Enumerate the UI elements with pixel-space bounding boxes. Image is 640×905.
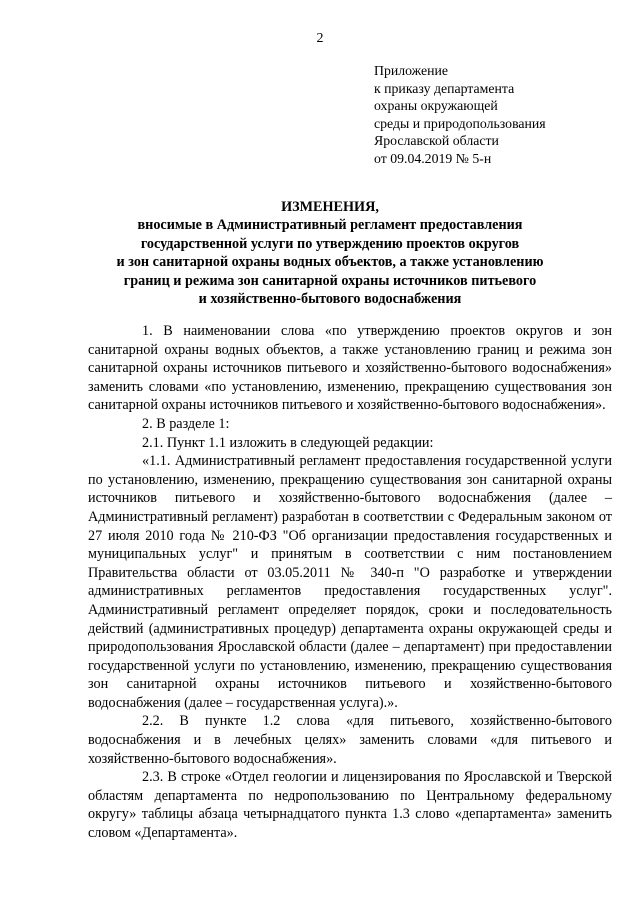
appendix-line: Ярославской области (374, 133, 499, 149)
title-line: вносимые в Административный регламент предоставления (137, 217, 523, 234)
paragraph-item-2-1: 2.1. Пункт 1.1 изложить в следующей редакции: (142, 434, 434, 451)
appendix-block (374, 62, 624, 168)
paragraph-item-1: 1. В наименовании слова «по утверждению проектов округов и зон санитарной охраны водных объектов, а также установлению границ и режима зон санитарной охраны источников питьевого и хозяйственно-бытового водоснабжения» заменить словами «по установлению, изменению, прекращению существования зон санитарной охраны источников питьевого и хозяйственно-бытового водоснабжения». (88, 323, 612, 414)
paragraph-item-2-2: 2.2. В пункте 1.2 слова «для питьевого, хозяйственно-бытового водоснабжения и в лечебных целях» заменить словами «для питьевого и хозяйственно-бытового водоснабжения». (88, 713, 612, 767)
title-line: государственной услуги по утверждению проектов округов (140, 235, 520, 252)
paragraph-item-2: 2. В разделе 1: (142, 415, 230, 432)
document-body (88, 322, 612, 843)
appendix-line: среды и природопользования (374, 115, 546, 131)
appendix-line: Приложение (374, 63, 449, 78)
appendix-line: к приказу департамента (374, 80, 515, 96)
appendix-line: от 09.04.2019 № 5-н (374, 150, 492, 166)
appendix-line: охраны окружающей (374, 98, 498, 114)
paragraph-item-2-3: 2.3. В строке «Отдел геологии и лицензирования по Ярославской и Тверской областям департамента по недропользованию по Центральному федеральному округу» таблицы абзаца четырнадцатого пункта 1.3 слово «департамента» заменить словом «Департамента». (88, 769, 612, 842)
document-title (60, 198, 600, 308)
title-line: и зон санитарной охраны водных объектов, а также установлению (116, 254, 544, 271)
page-number: 2 (316, 31, 324, 46)
title-line: ИЗМЕНЕНИЯ, (281, 199, 379, 215)
title-line: границ и режима зон санитарной охраны источников питьевого (123, 272, 537, 289)
title-line: и хозяйственно-бытового водоснабжения (198, 291, 462, 308)
paragraph-quoted-1-1: «1.1. Административный регламент предоставления государственной услуги по установлению, изменению, прекращению существования зон санитарной охраны источников питьевого и хозяйственно-бытового водоснабжения (далее – Административный регламент) разработан в соответствии с Федеральным законом от 27 июля 2010 года № 210-ФЗ "Об организации предоставления государственных и муниципальных услуг" и принятым в соответствии с ним постановлением Правительства области от 03.05.2011 № 340-п "О разработке и утверждении административных регламентов предоставления государственных услуг". Административный регламент определяет порядок, сроки и последовательность действий (административных процедур) департамента охраны окружающей среды и природопользования Ярославской области (далее – департамент) при предоставлении государственной услуги по установлению, изменению, прекращению существования зон санитарной охраны источников питьевого и хозяйственно-бытового водоснабжения (далее – государственная услуга).». (88, 453, 612, 711)
